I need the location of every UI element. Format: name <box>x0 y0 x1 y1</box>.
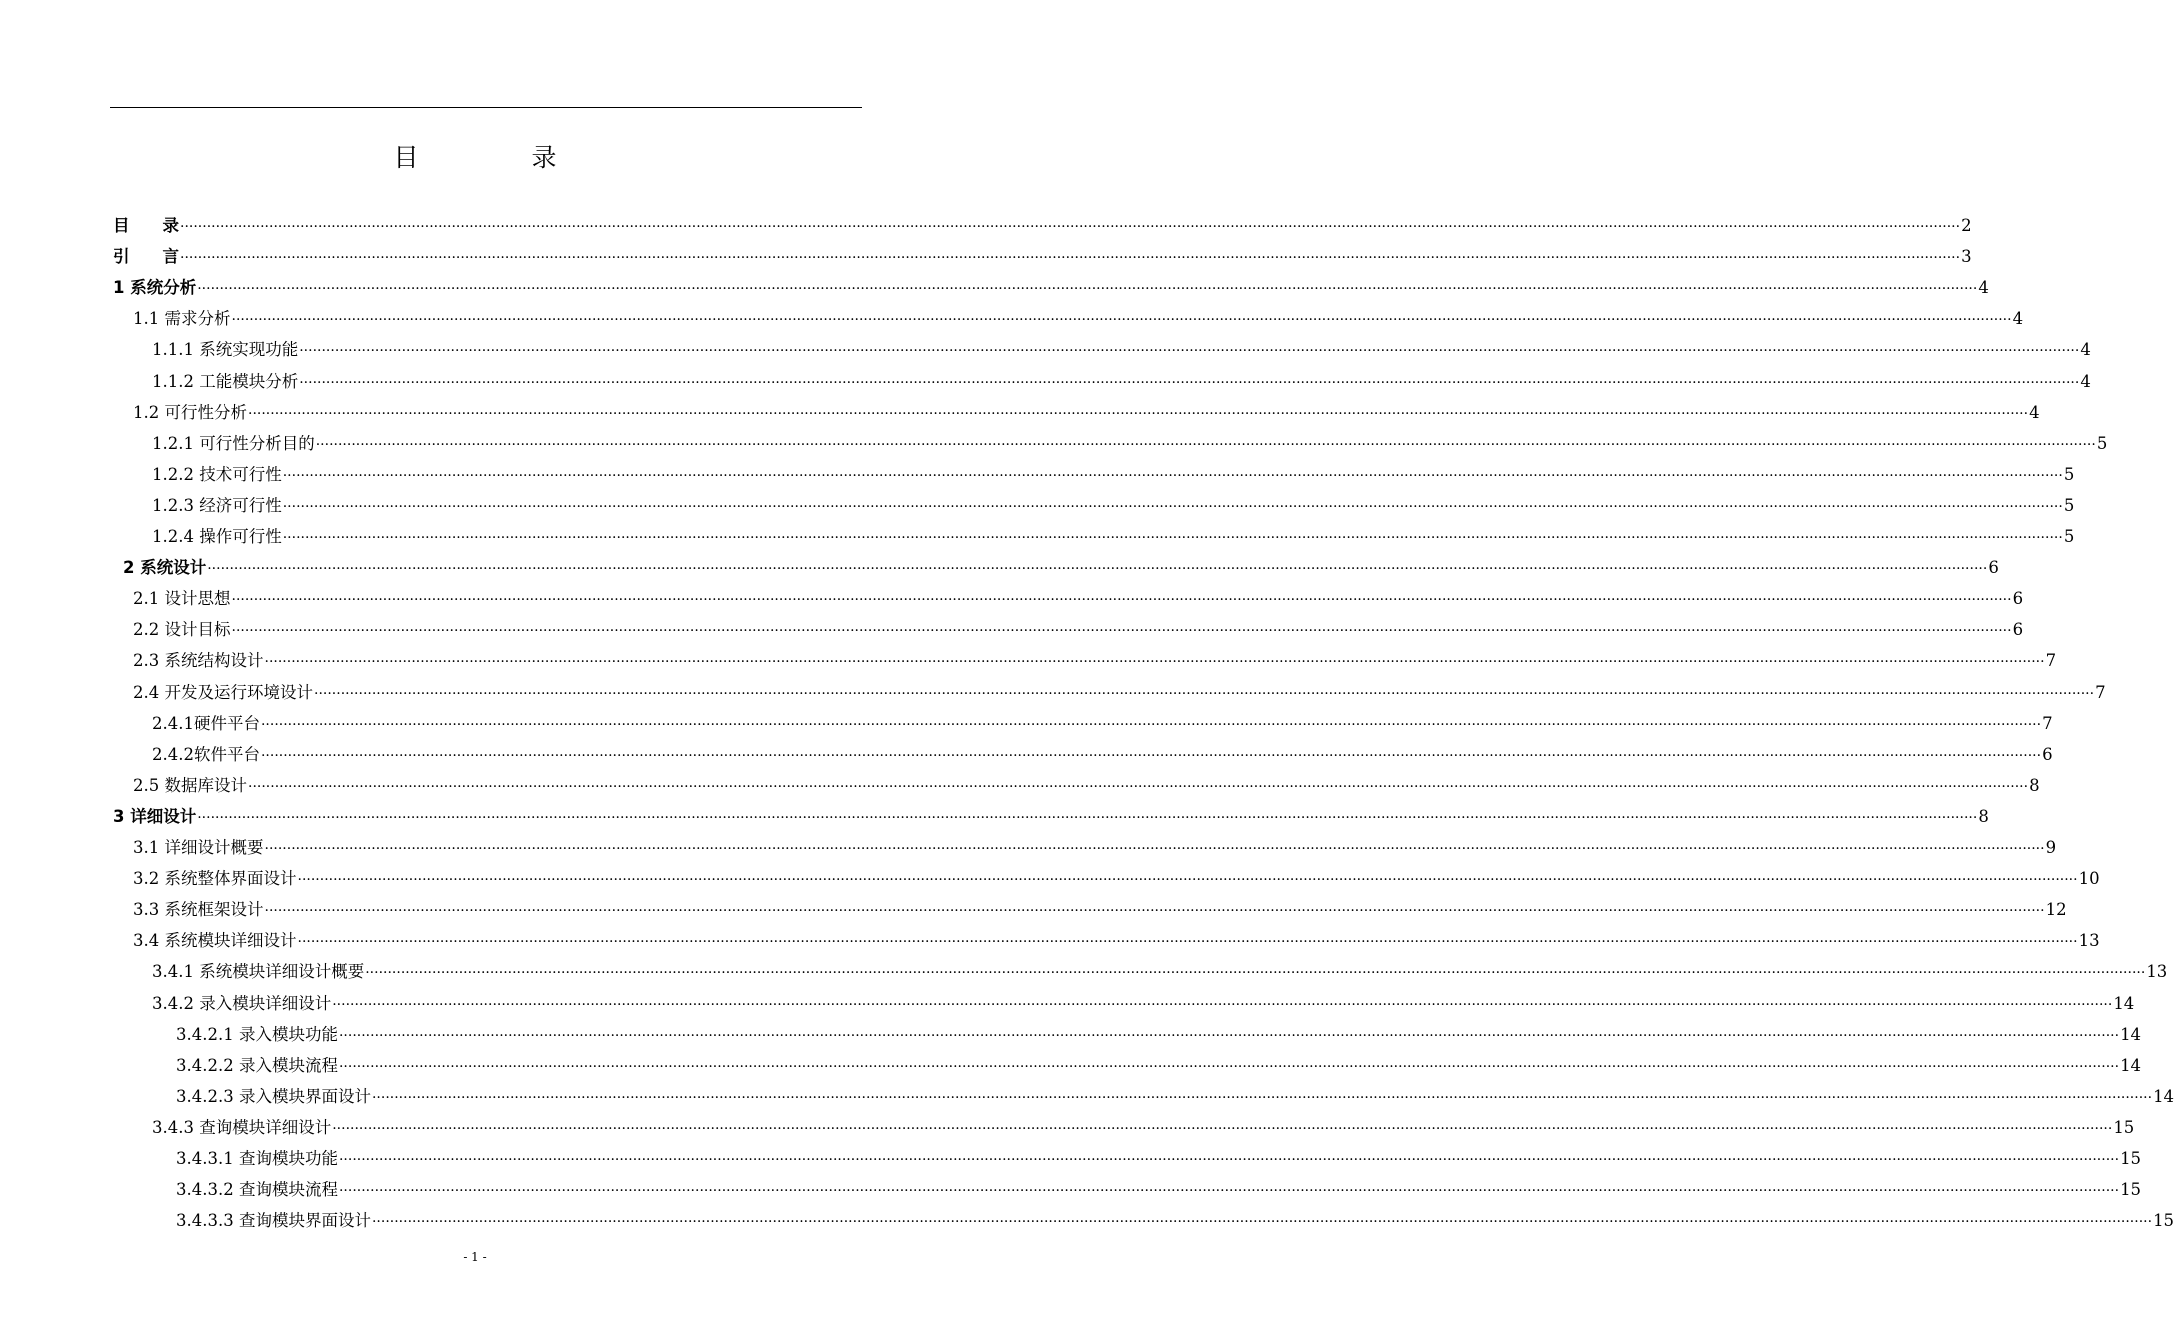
toc-entry-label: 引 言 <box>113 247 179 267</box>
toc-leader-dots: ················································································································································································································································································································································································································ <box>371 1089 2153 1106</box>
toc-entry[interactable] <box>133 399 2040 423</box>
toc-entry-label: 2.4.2软件平台 <box>152 744 260 764</box>
toc-entry-label: 1.2.1 可行性分析目的 <box>152 433 315 453</box>
toc-entry-page: 7 <box>2042 713 2053 733</box>
toc-entry[interactable] <box>133 834 2057 858</box>
toc-leader-dots: ················································································································································································································································································································································································································ <box>365 965 2146 982</box>
toc-leader-dots: ················································································································································································································································································································································································································ <box>248 405 2029 422</box>
toc-leader-dots: ················································································································································································································································································································································································································ <box>180 219 1961 235</box>
toc-entry-label: 1.2.4 操作可行性 <box>152 527 282 546</box>
toc-entry-page: 7 <box>2095 682 2106 702</box>
toc-leader-dots: ················································································································································································································································································································································································································ <box>338 1058 2120 1075</box>
toc-entry-page: 6 <box>2012 589 2024 609</box>
toc-entry-label: 3.4.2 录入模块详细设计 <box>152 993 332 1013</box>
toc-entry[interactable] <box>133 896 2067 920</box>
toc-entry[interactable] <box>176 1176 2142 1200</box>
toc-entry-page: 13 <box>2078 931 2100 951</box>
toc-leader-dots: ················································································································································································································································································································································································································ <box>282 467 2063 484</box>
toc-entry[interactable] <box>123 554 1999 578</box>
toc-entry-page: 7 <box>2045 651 2057 671</box>
toc-leader-dots: ················································································································································································································································································································································································································ <box>299 374 2080 391</box>
toc-entry-label: 3.4.3.2 查询模块流程 <box>176 1180 338 1200</box>
toc-entry[interactable] <box>152 430 2108 454</box>
toc-entry-label: 1.2 可行性分析 <box>133 402 247 422</box>
toc-entry-label: 1.1.1 系统实现功能 <box>152 340 299 360</box>
toc-entry[interactable] <box>133 616 2024 640</box>
toc-entry[interactable] <box>152 710 2053 734</box>
toc-entry[interactable] <box>176 1021 2142 1045</box>
toc-leader-dots: ················································································································································································································································································································································································································ <box>260 747 2042 764</box>
toc-leader-dots: ················································································································································································································································································································································································································ <box>371 1214 2153 1231</box>
toc-leader-dots: ················································································································································································································································································································································································································ <box>314 685 2095 702</box>
toc-leader-dots: ················································································································································································································································································································································································································ <box>282 530 2063 546</box>
toc-entry-page: 15 <box>2120 1149 2142 1168</box>
toc-entry[interactable] <box>133 772 2040 796</box>
toc-entry-label: 1.2.3 经济可行性 <box>152 495 282 515</box>
toc-entry-label: 3.3 系统框架设计 <box>133 900 264 920</box>
toc-leader-dots: ················································································································································································································································································································································································································ <box>282 498 2063 515</box>
toc-entry-label: 2 系统设计 <box>123 558 207 578</box>
toc-leader-dots: ················································································································································································································································································································································································································ <box>207 561 1988 578</box>
toc-entry-page: 6 <box>1988 558 1999 578</box>
toc-entry-page: 4 <box>2080 371 2091 391</box>
toc-entry[interactable] <box>113 243 1972 267</box>
toc-entry-page: 14 <box>2120 1055 2142 1075</box>
toc-entry-label: 3 详细设计 <box>113 806 197 826</box>
toc-entry[interactable] <box>152 336 2091 360</box>
toc-entry-page: 5 <box>2063 527 2075 546</box>
toc-entry-label: 3.4.3.1 查询模块功能 <box>176 1149 338 1168</box>
page-number: - 1 - <box>463 1250 487 1264</box>
toc-entry-page: 14 <box>2120 1024 2142 1044</box>
toc-leader-dots: ················································································································································································································································································································································································································ <box>338 1027 2120 1044</box>
toc-entry[interactable] <box>133 305 2024 329</box>
toc-leader-dots: ················································································································································································································································································································································································································ <box>231 312 2012 329</box>
toc-entry-page: 4 <box>2029 402 2040 422</box>
toc-entry-page: 15 <box>2120 1180 2142 1200</box>
toc-entry-label: 3.4 系统模块详细设计 <box>133 931 297 951</box>
toc-entry-page: 8 <box>2029 775 2040 795</box>
toc-entry-label: 2.1 设计思想 <box>133 589 231 609</box>
toc-leader-dots: ················································································································································································································································································································································································································ <box>338 1152 2120 1168</box>
toc-entry-page: 9 <box>2045 838 2057 857</box>
toc-leader-dots: ················································································································································································································································································································································································································ <box>264 841 2045 857</box>
toc-entry-label: 3.1 详细设计概要 <box>133 838 264 857</box>
toc-entry[interactable] <box>152 1114 2135 1138</box>
toc-entry-page: 14 <box>2153 1086 2174 1106</box>
toc-leader-dots: ················································································································································································································································································································································································································ <box>315 436 2096 453</box>
toc-entry[interactable] <box>152 492 2075 516</box>
toc-entry[interactable] <box>152 523 2075 547</box>
toc-entry-label: 2.4.1硬件平台 <box>152 713 260 733</box>
toc-entry[interactable] <box>113 212 1972 236</box>
toc-entry-label: 3.4.3.3 查询模块界面设计 <box>176 1211 371 1231</box>
toc-entry[interactable] <box>133 865 2100 889</box>
toc-entry-label: 1 系统分析 <box>113 278 197 298</box>
toc-entry-page: 13 <box>2146 962 2168 982</box>
toc-entry-label: 1.1.2 工能模块分析 <box>152 371 299 391</box>
toc-entry-page: 2 <box>1961 216 1972 235</box>
toc-entry[interactable] <box>152 741 2053 765</box>
toc-entry[interactable] <box>113 274 1989 298</box>
toc-entry-page: 5 <box>2063 464 2075 484</box>
toc-leader-dots: ················································································································································································································································································································································································································ <box>180 250 1961 267</box>
toc-entry-label: 3.2 系统整体界面设计 <box>133 869 297 889</box>
toc-leader-dots: ················································································································································································································································································································································································································ <box>297 934 2078 951</box>
toc-entry-label: 1.2.2 技术可行性 <box>152 464 282 484</box>
toc-leader-dots: ················································································································································································································································································································································································································ <box>231 592 2012 609</box>
toc-entry-page: 15 <box>2153 1211 2174 1231</box>
toc-entry-label: 3.4.2.2 录入模块流程 <box>176 1055 338 1075</box>
toc-entry[interactable] <box>176 1145 2142 1169</box>
toc-entry-label: 3.4.2.1 录入模块功能 <box>176 1024 338 1044</box>
header-rule <box>110 107 862 108</box>
toc-leader-dots: ················································································································································································································································································································································································································ <box>338 1183 2120 1200</box>
toc-entry[interactable] <box>176 1083 2174 1107</box>
toc-leader-dots: ················································································································································································································································································································································································································ <box>260 716 2042 733</box>
toc-leader-dots: ················································································································································································································································································································································································································ <box>332 1120 2113 1137</box>
toc-entry[interactable] <box>152 368 2091 392</box>
toc-entry-label: 目 录 <box>113 216 179 235</box>
toc-entry[interactable] <box>133 647 2057 671</box>
toc-leader-dots: ················································································································································································································································································································································································································ <box>332 996 2113 1013</box>
toc-entry-label: 2.3 系统结构设计 <box>133 651 264 671</box>
toc-leader-dots: ················································································································································································································································································································································································································ <box>264 903 2045 920</box>
toc-entry[interactable] <box>133 585 2024 609</box>
toc-entry[interactable] <box>176 1207 2174 1231</box>
toc-entry[interactable] <box>133 927 2100 951</box>
toc-leader-dots: ················································································································································································································································································································································································································ <box>264 654 2045 671</box>
toc-entry-page: 5 <box>2063 495 2075 515</box>
toc-entry-page: 12 <box>2045 900 2067 920</box>
toc-entry-page: 8 <box>1978 806 1989 826</box>
toc-entry-page: 6 <box>2042 744 2053 764</box>
toc-entry-label: 3.4.3 查询模块详细设计 <box>152 1117 332 1137</box>
toc-entry[interactable] <box>152 461 2075 485</box>
toc-entry-page: 4 <box>2080 340 2091 360</box>
toc-entry-label: 3.4.2.3 录入模块界面设计 <box>176 1086 371 1106</box>
toc-leader-dots: ················································································································································································································································································································································································································ <box>248 778 2029 795</box>
toc-entry-label: 2.4 开发及运行环境设计 <box>133 682 313 702</box>
toc-leader-dots: ················································································································································································································································································································································································································ <box>197 281 1978 298</box>
toc-entry[interactable] <box>152 990 2135 1014</box>
toc-leader-dots: ················································································································································································································································································································································································································ <box>297 872 2078 889</box>
toc-entry-page: 15 <box>2113 1117 2135 1137</box>
toc-entry-page: 6 <box>2012 620 2024 640</box>
toc-entry-page: 5 <box>2096 433 2108 453</box>
toc-entry[interactable] <box>176 1052 2142 1076</box>
toc-entry[interactable] <box>152 958 2168 982</box>
toc-entry-label: 2.5 数据库设计 <box>133 775 247 795</box>
page-title: 目 录 <box>393 143 601 172</box>
toc-entry-page: 14 <box>2113 993 2135 1013</box>
toc-leader-dots: ················································································································································································································································································································································································································ <box>299 343 2080 360</box>
toc-entry-label: 3.4.1 系统模块详细设计概要 <box>152 962 365 982</box>
toc-leader-dots: ················································································································································································································································································································································································································ <box>197 809 1978 826</box>
toc-entry-page: 3 <box>1961 247 1972 267</box>
toc-entry[interactable] <box>133 679 2106 703</box>
toc-entry[interactable] <box>113 803 1989 827</box>
toc-entry-page: 4 <box>1978 278 1989 298</box>
toc-entry-label: 2.2 设计目标 <box>133 620 231 640</box>
toc-entry-page: 10 <box>2078 869 2100 889</box>
toc-entry-page: 4 <box>2012 309 2024 329</box>
toc-leader-dots: ················································································································································································································································································································································································································ <box>231 623 2012 640</box>
toc-entry-label: 1.1 需求分析 <box>133 309 231 329</box>
